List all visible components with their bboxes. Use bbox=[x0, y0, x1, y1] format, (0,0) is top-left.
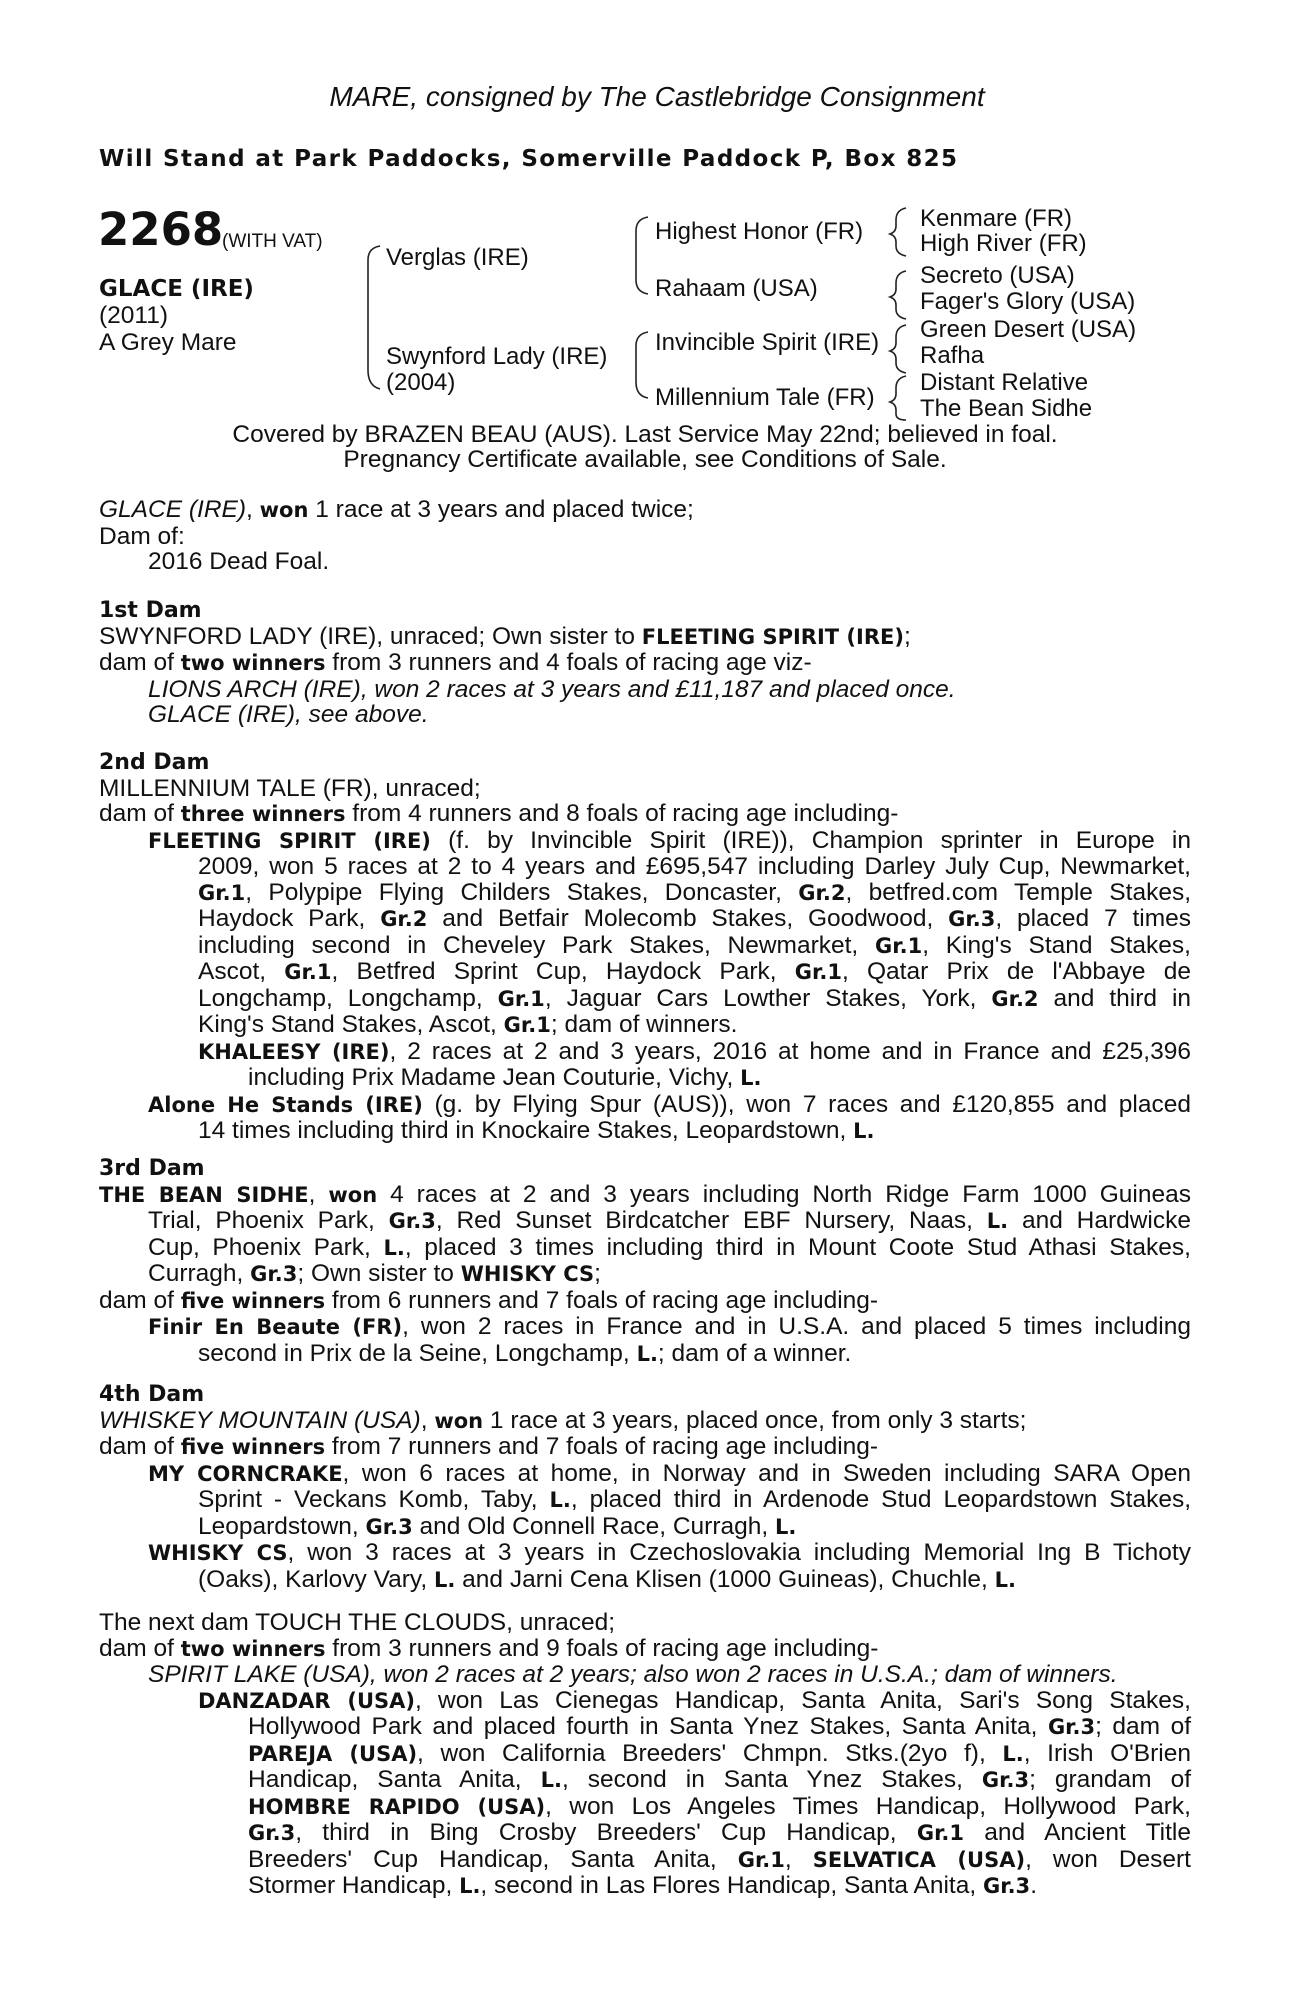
offspring-lions-arch: LIONS ARCH (IRE), won 2 races at 3 years and £11,187 and placed once. bbox=[148, 675, 956, 703]
first-dam-title: 1st Dam bbox=[99, 598, 202, 623]
pedigree-g8: The Bean Sidhe bbox=[920, 395, 1093, 422]
lot-number: 2268 bbox=[98, 203, 224, 256]
next-dam-section: The next dam TOUCH THE CLOUDS, unraced; dam of two winners from 3 runners and 9 foals of racing age including- SPIRIT LAKE (USA), won 2 races at 2 years; also won 2 races in U.S.A.; dam of winners. DANZADAR (USA), won Las Cienegas Handicap, Santa Anita, Sari's Song Stakes, Hollywood Park and placed fourth in Santa Ynez Stakes, Santa Anita, Gr.3; dam of PAREJA (USA), won California Breeders' Chmpn. Stks.(2yo f), L., Irish O'Brien Handicap, Santa Anita, L., second in Santa Ynez Stakes, Gr.3; grandam of HOMBRE RAPIDO (USA), won Los Angeles Times Handicap, Hollywood Park, Gr.3, third in Bing Crosby Breeders' Cup Handicap, Gr.1 and Ancient Title Breeders' Cup Handicap, Santa Anita, Gr.1, SELVATICA (USA), won Desert Stormer Handicap, L., second in Las Flores Handicap, Santa Anita, Gr.3. bbox=[99, 1609, 1192, 1899]
intro-name: GLACE (IRE) bbox=[99, 496, 247, 523]
whisky-cs-name: WHISKY CS bbox=[148, 1541, 288, 1565]
intro-won: won bbox=[259, 498, 309, 522]
pedigree-g6: Rafha bbox=[920, 342, 985, 369]
selvatica-name: SELVATICA (USA) bbox=[812, 1847, 1026, 1872]
pedigree-g7: Distant Relative bbox=[920, 369, 1089, 396]
cover-line-1: Covered by BRAZEN BEAU (AUS). Last Service May 22nd; believed in foal. bbox=[232, 421, 1058, 448]
fourth-dam-title: 4th Dam bbox=[99, 1382, 205, 1407]
intro-foal: 2016 Dead Foal. bbox=[148, 548, 330, 575]
second-dam-title: 2nd Dam bbox=[99, 750, 210, 775]
spirit-lake-name: SPIRIT LAKE (USA) bbox=[148, 1661, 370, 1688]
pedigree-dam-year: (2004) bbox=[386, 369, 456, 396]
pedigree-g4: Fager's Glory (USA) bbox=[920, 288, 1136, 315]
second-dam-section: 2nd Dam MILLENNIUM TALE (FR), unraced; dam of three winners from 4 runners and 8 foals of racing age including- FLEETING SPIRIT (IRE) (f. by Invincible Spirit (IRE)), Champion sprinter in Europe in 2009, won 5 races at 2 to 4 years and £695,547 including Darley July Cup, Newmarket, Gr.1, Polypipe Flying Childers Stakes, Doncaster, Gr.2, betfred.com Temple Stakes, Haydock Park, Gr.2 and Betfair Molecomb Stakes, Goodwood, Gr.3, placed 7 times including second in Cheveley Park Stakes, Newmarket, Gr.1, King's Stand Stakes, Ascot, Gr.1, Betfred Sprint Cup, Haydock Park, Gr.1, Qatar Prix de l'Abbaye de Longchamp, Longchamp, Gr.1, Jaguar Cars Lowther Stakes, York, Gr.2 and third in King's Stand Stakes, Ascot, Gr.1; dam of winners. KHALEESY (IRE), 2 races at 2 and 3 years, 2016 at home and in France and £25,396 including Prix Madame Jean Couturie, Vichy, L. Alone He Stands (IRE) (g. by Flying Spur (AUS)), won 7 races and £120,855 and placed 14 times including third in Knockaire Stakes, Leopardstown, L. bbox=[99, 750, 1192, 1144]
fourth-dam-section: 4th Dam WHISKEY MOUNTAIN (USA), won 1 race at 3 years, placed once, from only 3 starts; dam of five winners from 7 runners and 7 foals of racing age including- MY CORNCRAKE, won 6 races at home, in Norway and in Sweden including SARA Open Sprint - Veckans Komb, Taby, L., placed third in Ardenode Stud Leopardstown Stakes, Leopardstown, Gr.3 and Old Connell Race, Curragh, L. WHISKY CS, won 3 races at 3 years in Czechoslovakia including Memorial Ing B Tichoty (Oaks), Karlovy Vary, L. and Jarni Cena Klisen (1000 Guineas), Chuchle, L. bbox=[99, 1382, 1191, 1593]
hombre-rapido-name: HOMBRE RAPIDO (USA) bbox=[248, 1794, 546, 1819]
pedigree-g1: Kenmare (FR) bbox=[920, 205, 1073, 232]
khaleesy-name: KHALEESY (IRE) bbox=[198, 1039, 390, 1064]
lot-vat: (WITH VAT) bbox=[222, 231, 323, 252]
pedigree-dam-dam: Millennium Tale (FR) bbox=[655, 384, 875, 411]
intro-section: GLACE (IRE), won 1 race at 3 years and placed twice; Dam of: 2016 Dead Foal. bbox=[99, 497, 1191, 575]
pedigree-dam-sire: Invincible Spirit (IRE) bbox=[655, 329, 880, 356]
horse-year: (2011) bbox=[99, 302, 169, 329]
horse-name: GLACE (IRE) bbox=[99, 276, 254, 302]
pareja-name: PAREJA (USA) bbox=[248, 1741, 418, 1766]
whiskey-mountain-name: WHISKEY MOUNTAIN (USA) bbox=[99, 1406, 421, 1434]
pedigree-sire: Verglas (IRE) bbox=[386, 244, 529, 271]
bean-sidhe-name: THE BEAN SIDHE bbox=[99, 1182, 309, 1207]
finir-en-beaute-name: Finir En Beaute (FR) bbox=[148, 1315, 403, 1339]
stand-location: Will Stand at Park Paddocks, Somerville Paddock P, Box 825 bbox=[99, 146, 959, 172]
intro-damof: Dam of: bbox=[99, 522, 185, 550]
offspring-glace: GLACE (IRE), see above. bbox=[148, 701, 429, 728]
pedigree-g3: Secreto (USA) bbox=[920, 262, 1075, 289]
pedigree-sire-dam: Rahaam (USA) bbox=[655, 275, 818, 302]
third-dam-section: 3rd Dam THE BEAN SIDHE, won 4 races at 2 and 3 years including North Ridge Farm 1000 Guineas Trial, Phoenix Park, Gr.3, Red Sunset Birdcatcher EBF Nursery, Naas, L. and Hardwicke Cup, Phoenix Park, L., placed 3 times including third in Mount Coote Stud Athasi Stakes, Curragh, Gr.3; Own sister to WHISKY CS; dam of five winners from 6 runners and 7 foals of racing age including- Finir En Beaute (FR), won 2 races in France and in U.S.A. and placed 5 times including second in Prix de la Seine, Longchamp, L.; dam of a winner. bbox=[99, 1156, 1192, 1367]
pedigree-brackets bbox=[0, 0, 1314, 420]
danzadar-name: DANZADAR (USA) bbox=[198, 1688, 415, 1713]
fleeting-spirit-name: FLEETING SPIRIT (IRE) bbox=[148, 828, 431, 853]
pedigree-sire-sire: Highest Honor (FR) bbox=[655, 218, 864, 245]
pedigree-dam: Swynford Lady (IRE) bbox=[386, 343, 608, 370]
third-dam-title: 3rd Dam bbox=[99, 1156, 205, 1181]
cover-line-2: Pregnancy Certificate available, see Conditions of Sale. bbox=[343, 446, 947, 473]
alone-he-stands-name: Alone He Stands (IRE) bbox=[148, 1092, 423, 1117]
pedigree-g2: High River (FR) bbox=[920, 230, 1087, 257]
my-corncrake-name: MY CORNCRAKE bbox=[148, 1461, 343, 1486]
pedigree-g5: Green Desert (USA) bbox=[920, 316, 1137, 343]
first-dam-section: 1st Dam SWYNFORD LADY (IRE), unraced; Own sister to FLEETING SPIRIT (IRE); dam of two winners from 3 runners and 4 foals of racing age viz- LIONS ARCH (IRE), won 2 races at 3 years and £11,187 and placed once. GLACE (IRE), see above. bbox=[99, 598, 1191, 728]
page-title: MARE, consigned by The Castlebridge Consignment bbox=[329, 81, 985, 112]
horse-description: A Grey Mare bbox=[99, 329, 237, 356]
